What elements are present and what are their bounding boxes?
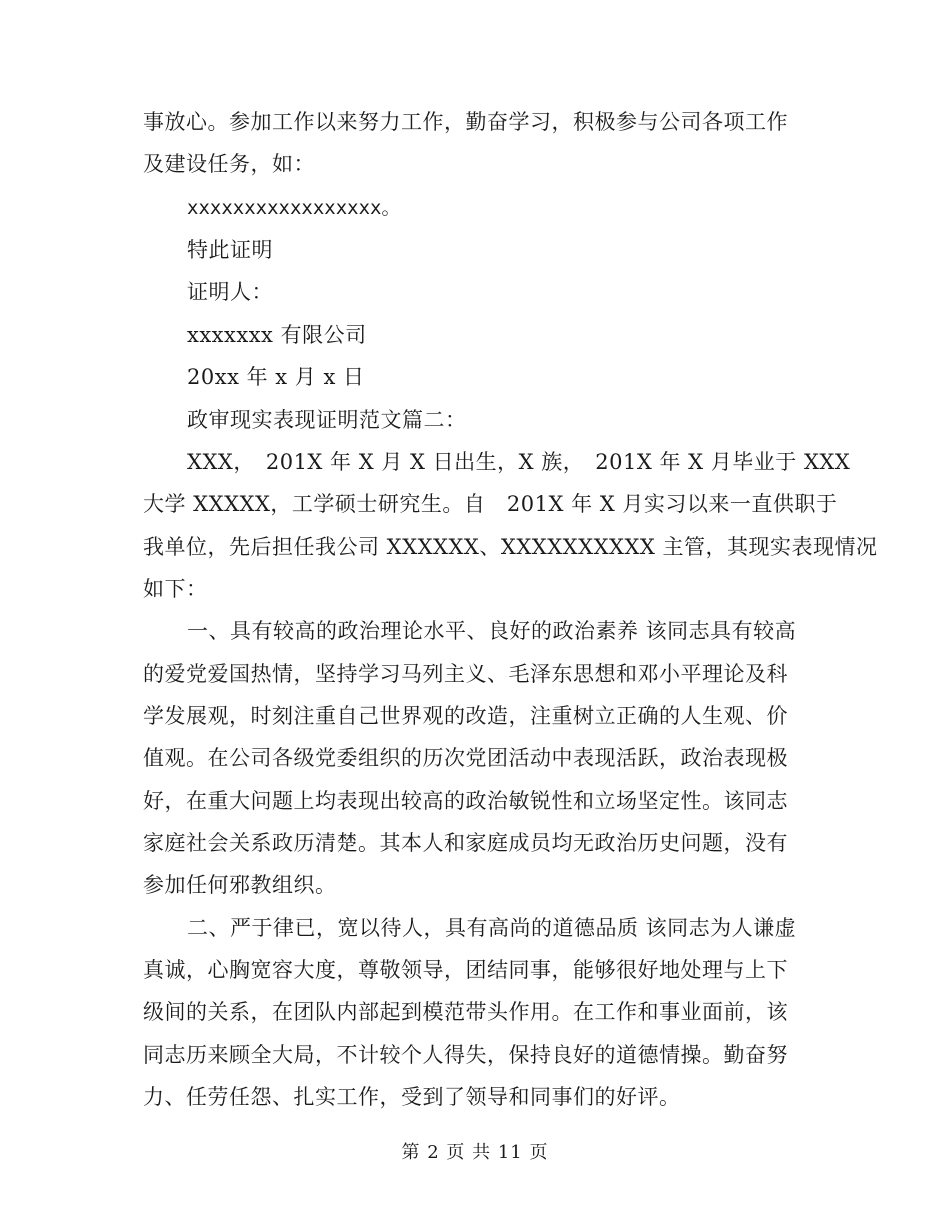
text-line: 好，在重大问题上均表现出较高的政治敏锐性和立场坚定性。该同志 bbox=[143, 789, 788, 813]
text-line: xxxxxxx 有限公司 bbox=[187, 323, 367, 347]
text-line: 证明人： bbox=[187, 280, 273, 304]
text-line: 级间的关系，在团队内部起到模范带头作用。在工作和事业面前，该 bbox=[143, 1000, 788, 1024]
text-line: 如下： bbox=[143, 577, 208, 601]
text-line: 事放心。参加工作以来努力工作，勤奋学习，积极参与公司各项工作 bbox=[143, 110, 788, 134]
text-line: xxxxxxxxxxxxxxxxx。 bbox=[187, 197, 401, 219]
text-line: 一、具有较高的政治理论水平、良好的政治素养 该同志具有较高 bbox=[187, 619, 797, 643]
text-line: 学发展观，时刻注重自己世界观的改造，注重树立正确的人生观、价 bbox=[143, 704, 788, 728]
text-line: 政审现实表现证明范文篇二： bbox=[187, 408, 467, 432]
text-line: 家庭社会关系政历清楚。其本人和家庭成员均无政治历史问题，没有 bbox=[143, 831, 788, 855]
text-line: 的爱党爱国热情，坚持学习马列主义、毛泽东思想和邓小平理论及科 bbox=[143, 662, 788, 686]
text-line: XXX， 201X 年 X 月 X 日出生，X 族， 201X 年 X 月毕业于 XXX bbox=[187, 450, 851, 474]
text-line: 我单位，先后担任我公司 XXXXXX、XXXXXXXXXX 主管，其现实表现情况 bbox=[143, 535, 878, 559]
text-line: 20xx 年 x 月 x 日 bbox=[187, 365, 365, 389]
text-line: 同志历来顾全大局，不计较个人得失，保持良好的道德情操。勤奋努 bbox=[143, 1043, 788, 1067]
text-line: 二、严于律已，宽以待人，具有高尚的道德品质 该同志为人谦虚 bbox=[187, 916, 797, 940]
text-line: 及建设任务，如： bbox=[143, 152, 315, 176]
text-line: 参加任何邪教组织。 bbox=[143, 873, 337, 897]
text-line: 特此证明 bbox=[187, 238, 273, 262]
text-line: 真诚，心胸宽容大度，尊敬领导，团结同事，能够很好地处理与上下 bbox=[143, 958, 788, 982]
text-line: 大学 XXXXX，工学硕士研究生。自 201X 年 X 月实习以来一直供职于 bbox=[143, 492, 838, 516]
text-line: 值观。在公司各级党委组织的历次党团活动中表现活跃，政治表现极 bbox=[143, 746, 788, 770]
page-number-footer: 第 2 页 共 11 页 bbox=[401, 1142, 549, 1163]
text-line: 力、任劳任怨、扎实工作，受到了领导和同事们的好评。 bbox=[143, 1085, 681, 1109]
